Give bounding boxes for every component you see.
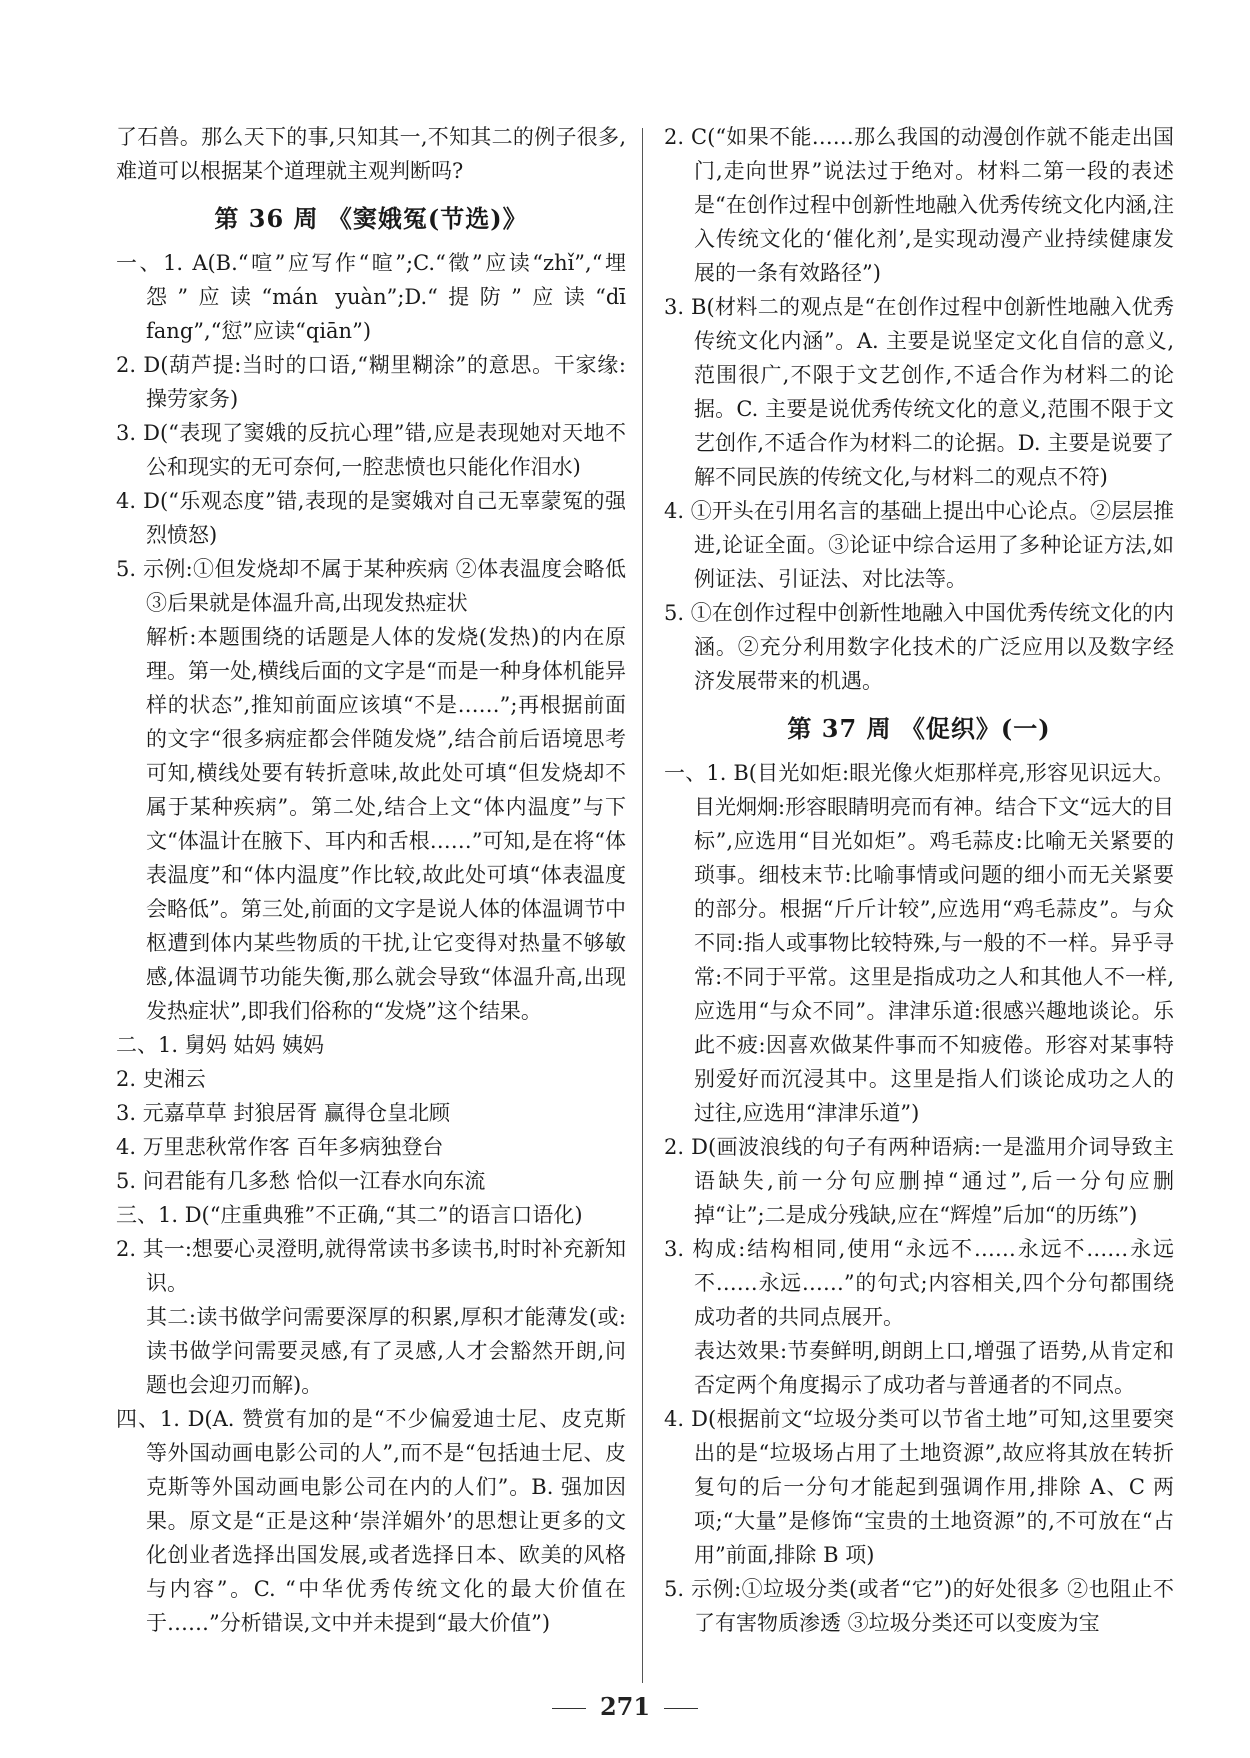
answer-item: 2. D(画波浪线的句子有两种语病:一是滥用介词导致主语缺失,前一分句应删掉“通过”,后一分句应删掉“让”;二是成分残缺,应在“辉煌”后加“的历练”) [664, 1135, 1174, 1227]
answer-item: 4. 万里悲秋常作客 百年多病独登台 [116, 1135, 444, 1159]
answer-item: 3. D(“表现了窦娥的反抗心理”错,应是表现她对天地不公和现实的无可奈何,一腔悲愤也只能化作泪水) [116, 421, 626, 479]
answer-sub-paragraph: 表达效果:节奏鲜明,朗朗上口,增强了语势,从肯定和否定两个角度揭示了成功者与普通者的不同点。 [694, 1339, 1174, 1397]
intro-paragraph: 了石兽。那么天下的事,只知其一,不知其二的例子很多,难道可以根据某个道理就主观判断吗? [116, 125, 626, 183]
left-column [116, 120, 626, 1640]
answer-item: 二、1. 舅妈 姑妈 姨妈 [116, 1033, 325, 1057]
answer-item: 4. D(“乐观态度”错,表现的是窦娥对自己无辜蒙冤的强烈愤怒) [116, 489, 626, 547]
analysis-paragraph: 解析:本题围绕的话题是人体的发烧(发热)的内在原理。第一处,横线后面的文字是“而是一种身体机能异样的状态”,推知前面应该填“不是……”;再根据前面的文字“很多病症都会伴随发烧”,结合前后语境思考可知,横线处要有转折意味,故此处可填“但发烧却不属于某种疾病”。第二处,结合上文“体内温度”与下文“体温计在腋下、耳内和舌根……”可知,是在将“体表温度”和“体内温度”作比较,故此处可填“体表温度会略低”。第三处,前面的文字是说人体的体温调节中枢遭到体内某些物质的干扰,让它变得对热量不够敏感,体温调节功能失衡,那么就会导致“体温升高,出现发热症状”,即我们俗称的“发烧”这个结果。 [146, 625, 626, 1023]
answer-item: 2. D(葫芦提:当时的口语,“糊里糊涂”的意思。干家缘:操劳家务) [116, 353, 626, 411]
answer-item: 三、1. D(“庄重典雅”不正确,“其二”的语言口语化) [116, 1203, 583, 1227]
answer-item: 5. 示例:①但发烧却不属于某种疾病 ②体表温度会略低 ③后果就是体温升高,出现发热症状 [116, 557, 626, 615]
answer-item: 3. 构成:结构相同,使用“永远不……永远不……永远不……永远……”的句式;内容相关,四个分句都围绕成功者的共同点展开。 [664, 1237, 1174, 1329]
answer-item: 一、1. A(B.“喧”应写作“暄”;C.“徵”应读“zhǐ”,“埋怨”应读“mán yuàn”;D.“提防”应读“dī fang”,“愆”应读“qiān”) [116, 251, 626, 343]
page-footer [0, 1692, 1250, 1721]
section-title-week37: 第 37 周 《促织》(一) [787, 714, 1051, 743]
answer-item: 2. 其一:想要心灵澄明,就得常读书多读书,时时补充新知识。 [116, 1237, 626, 1295]
answer-item: 2. C(“如果不能……那么我国的动漫创作就不能走出国门,走向世界”说法过于绝对。材料二第一段的表述是“在创作过程中创新性地融入优秀传统文化内涵,注入传统文化的‘催化剂’,是实现动漫产业持续健康发展的一条有效路径”) [664, 125, 1174, 285]
answer-item: 5. 问君能有几多愁 恰似一江春水向东流 [116, 1169, 486, 1193]
footer-dash-right [664, 1708, 698, 1709]
answer-item: 3. B(材料二的观点是“在创作过程中创新性地融入优秀传统文化内涵”。A. 主要是说坚定文化自信的意义,范围很广,不限于文艺创作,不适合作为材料二的论据。C. 主要是说优秀传统文化的意义,范围不限于文艺创作,不适合作为材料二的论据。D. 主要是说要了解不同民族的传统文化,与材料二的观点不符) [664, 295, 1174, 489]
answer-item: 5. 示例:①垃圾分类(或者“它”)的好处很多 ②也阻止不了有害物质渗透 ③垃圾分类还可以变废为宝 [664, 1577, 1174, 1635]
right-column [664, 120, 1174, 1640]
column-divider [642, 128, 643, 1683]
answer-item: 5. ①在创作过程中创新性地融入中国优秀传统文化的内涵。②充分利用数字化技术的广泛应用以及数字经济发展带来的机遇。 [664, 601, 1174, 693]
answer-item: 一、1. B(目光如炬:眼光像火炬那样亮,形容见识远大。目光炯炯:形容眼睛明亮而有神。结合下文“远大的目标”,应选用“目光如炬”。鸡毛蒜皮:比喻无关紧要的琐事。细枝末节:比喻事情或问题的细小而无关紧要的部分。根据“斤斤计较”,应选用“鸡毛蒜皮”。与众不同:指人或事物比较特殊,与一般的不一样。异乎寻常:不同于平常。这里是指成功之人和其他人不一样,应选用“与众不同”。津津乐道:很感兴趣地谈论。乐此不疲:因喜欢做某件事而不知疲倦。形容对某事特别爱好而沉浸其中。这里是指人们谈论成功之人的过往,应选用“津津乐道”) [664, 761, 1174, 1125]
answer-item: 四、1. D(A. 赞赏有加的是“不少偏爱迪士尼、皮克斯等外国动画电影公司的人”,而不是“包括迪士尼、皮克斯等外国动画电影公司在内的人们”。B. 强加因果。原文是“正是这种‘崇洋媚外’的思想让更多的文化创业者选择出国发展,或者选择日本、欧美的风格与内容”。C. “中华优秀传统文化的最大价值在于……”分析错误,文中并未提到“最大价值”) [116, 1407, 626, 1635]
answer-item: 3. 元嘉草草 封狼居胥 赢得仓皇北顾 [116, 1101, 451, 1125]
answer-sub-paragraph: 其二:读书做学问需要深厚的积累,厚积才能薄发(或:读书做学问需要灵感,有了灵感,人才会豁然开朗,问题也会迎刃而解)。 [146, 1305, 626, 1397]
footer-dash-left [552, 1708, 586, 1709]
section-title-week36: 第 36 周 《窦娥冤(节选)》 [214, 204, 528, 233]
answer-item: 2. 史湘云 [116, 1067, 206, 1091]
answer-item: 4. D(根据前文“垃圾分类可以节省土地”可知,这里要突出的是“垃圾场占用了土地资源”,故应将其放在转折复句的后一分句才能起到强调作用,排除 A、C 两项;“大量”是修饰“宝贵的土地资源”的,不可放在“占用”前面,排除 B 项) [664, 1407, 1174, 1567]
page-number: 271 [599, 1692, 651, 1721]
answer-item: 4. ①开头在引用名言的基础上提出中心论点。②层层推进,论证全面。③论证中综合运用了多种论证方法,如例证法、引证法、对比法等。 [664, 499, 1174, 591]
